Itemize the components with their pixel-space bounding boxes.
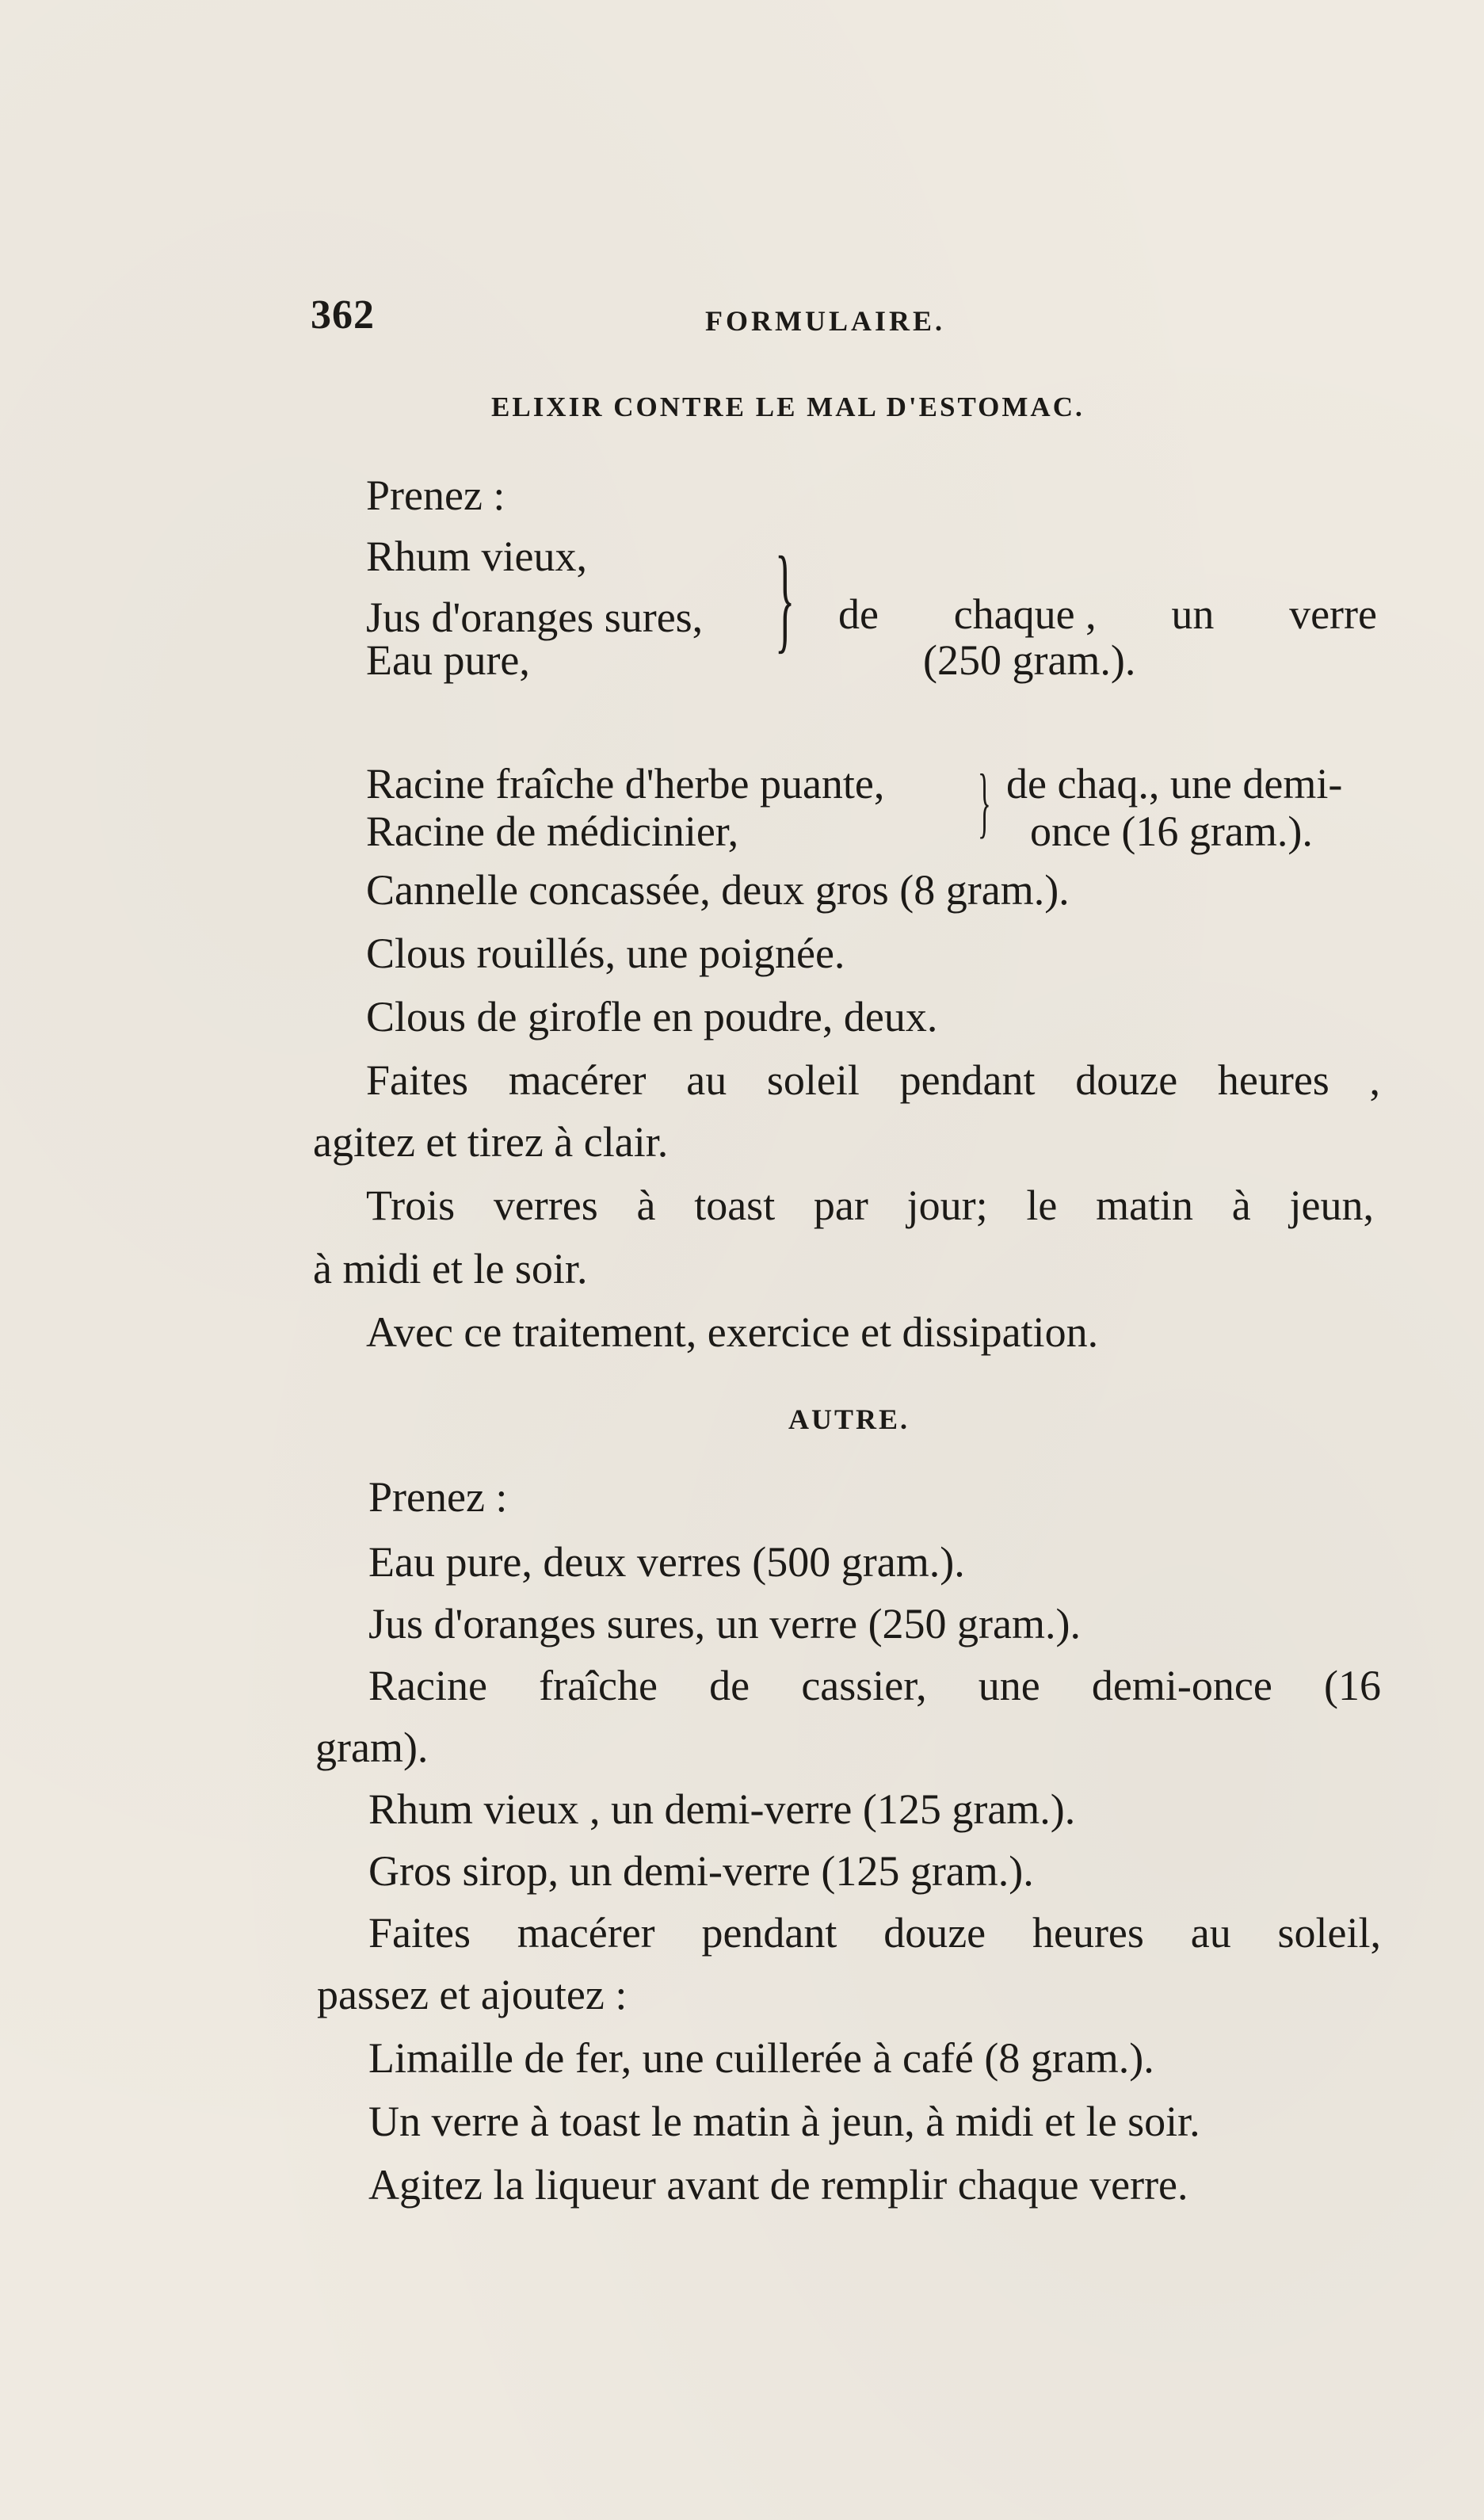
quantity-line: de chaq., une demi- [1006,760,1343,808]
recipe-title: ELIXIR CONTRE LE MAL D'ESTOMAC. [491,391,1085,422]
quantity-line: (250 gram.). [923,636,1136,684]
ingredient-line: Racine de médicinier, [366,808,739,855]
ingredient-line: Rhum vieux , un demi-verre (125 gram.). [368,1785,1076,1833]
running-title: FORMULAIRE. [705,305,945,337]
ingredient-line: Racine fraîche de cassier, une demi-once (16 [368,1662,1381,1709]
quantity-word: verre [1289,590,1377,638]
ingredient-line: gram). [315,1724,429,1771]
ingredient-line: Cannelle concassée, deux gros (8 gram.). [366,866,1070,914]
ingredient-line: Jus d'oranges sures, [366,594,704,641]
ingredient-line: Clous de girofle en poudre, deux. [366,993,938,1040]
ingredient-line: Jus d'oranges sures, un verre (250 gram.). [368,1600,1081,1648]
ingredient-line: Gros sirop, un demi-verre (125 gram.). [368,1847,1034,1895]
quantity-word: un [1171,590,1215,638]
page-number: 362 [311,292,375,338]
ingredient-line: Clous rouillés, une poignée. [366,930,845,977]
recipe-title: AUTRE. [788,1403,910,1435]
ingredient-line: Limaille de fer, une cuillerée à café (8 gram.). [368,2034,1154,2082]
ingredient-line: Racine fraîche d'herbe puante, [366,760,885,808]
instruction-line: à midi et le soir. [313,1245,588,1292]
ingredient-line: Eau pure, deux verres (500 gram.). [368,1538,965,1586]
ingredient-line: Rhum vieux, [366,533,587,580]
quantity-line [838,590,1377,638]
instruction-line: Un verre à toast le matin à jeun, à midi et le soir. [368,2098,1200,2145]
instruction-line: Faites macérer au soleil pendant douze heures , [366,1056,1380,1104]
prenez-label: Prenez : [368,1473,508,1521]
instruction-line: agitez et tirez à clair. [313,1118,669,1166]
ingredient-line: Eau pure, [366,636,530,684]
instruction-line: Trois verres à toast par jour; le matin à jeun, [366,1182,1374,1229]
instruction-line: passez et ajoutez : [317,1971,628,2018]
quantity-word: de [838,590,879,638]
quantity-word: chaque , [953,590,1097,638]
brace-icon: } [775,533,795,664]
instruction-line: Avec ce traitement, exercice et dissipation. [366,1308,1099,1356]
instruction-line: Faites macérer pendant douze heures au soleil, [368,1909,1381,1957]
brace-icon: } [978,758,991,846]
instruction-line: Agitez la liqueur avant de remplir chaque verre. [368,2161,1188,2209]
prenez-label: Prenez : [366,472,505,519]
quantity-line: once (16 gram.). [1030,808,1313,855]
